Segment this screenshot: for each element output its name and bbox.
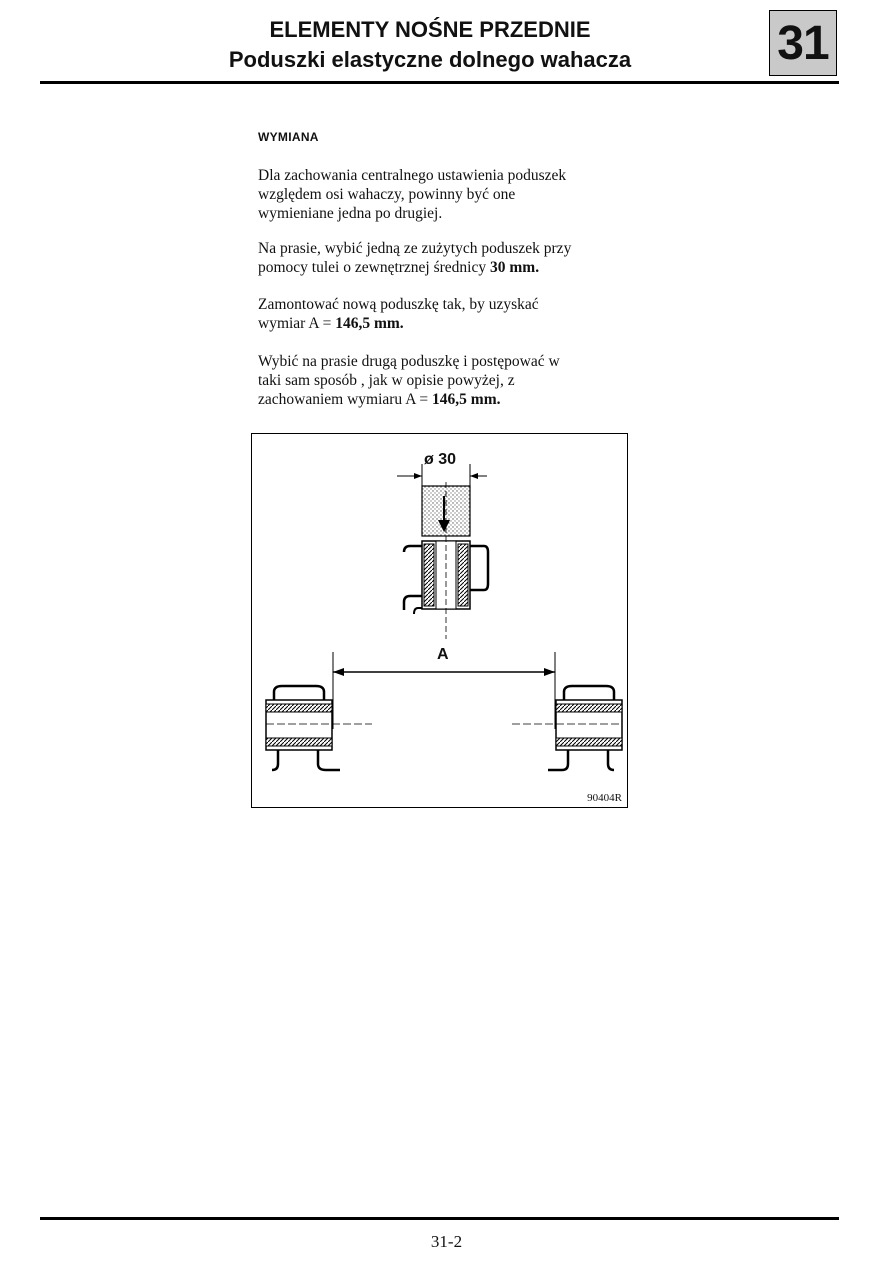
paragraph-line: Dla zachowania centralnego ustawienia poduszek (258, 167, 567, 184)
dimension-a-label: A (437, 646, 449, 663)
page-title: ELEMENTY NOŚNE PRZEDNIE (269, 17, 591, 42)
paragraph-line: taki sam sposób , jak w opisie powyżej, z (258, 372, 515, 389)
press-tube (422, 482, 470, 536)
paragraph-line: Zamontować nową poduszkę tak, by uzyskać (258, 296, 539, 313)
paragraph-2 (258, 239, 658, 277)
center-bushing (404, 536, 488, 639)
paragraph-line (258, 390, 658, 409)
paragraph-line: względem osi wahaczy, powinny być one (258, 186, 516, 203)
line-text: pomocy tulei o zewnętrznej średnicy (258, 259, 490, 276)
paragraph-3 (258, 295, 658, 333)
paragraph-4 (258, 352, 658, 409)
paragraph-line (258, 258, 658, 277)
page-number: 31-2 (430, 1232, 463, 1251)
section-heading: WYMIANA (258, 130, 319, 144)
diameter-value: 30 mm. (490, 259, 540, 276)
chapter-badge: 31 (769, 10, 837, 76)
paragraph-line: Wybić na prasie drugą poduszkę i postępować w (258, 353, 560, 370)
dimension-value: 146,5 mm. (335, 315, 404, 332)
footer-divider (40, 1217, 839, 1220)
bushing-press-diagram (252, 434, 629, 809)
diameter-label: ø 30 (424, 451, 457, 468)
technical-figure (251, 433, 628, 808)
page-subtitle: Poduszki elastyczne dolnego wahacza (228, 47, 632, 72)
right-bushing (512, 686, 622, 770)
header-divider (40, 81, 839, 84)
paragraph-line (258, 314, 658, 333)
paragraph-line: Na prasie, wybić jedną ze zużytych poduszek przy (258, 240, 572, 257)
line-text: zachowaniem wymiaru A = (258, 391, 433, 408)
paragraph-1 (258, 166, 658, 223)
dimension-value: 146,5 mm. (432, 391, 501, 408)
figure-reference: 90404R (587, 792, 622, 804)
paragraph-line: wymieniane jedna po drugiej. (258, 205, 443, 222)
line-text: wymiar A = (258, 315, 336, 332)
left-bushing (266, 686, 372, 770)
